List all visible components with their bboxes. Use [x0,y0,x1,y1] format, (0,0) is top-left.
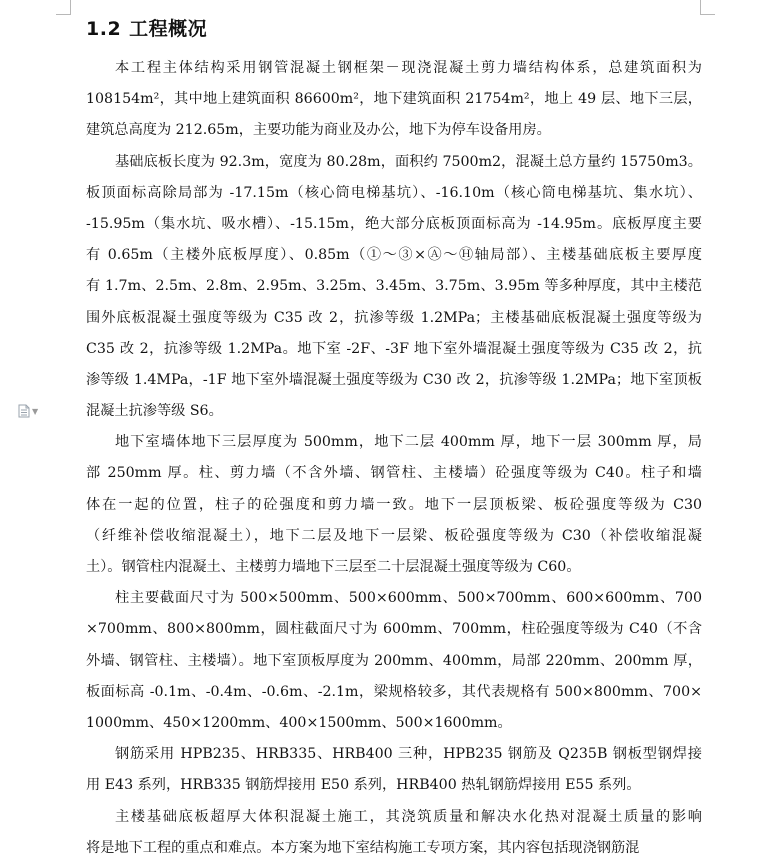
text-line: 108154m²，其中地上建筑面积 86600m²，地下建筑面积 21754m²，地上 49 层、地下三层， [86,91,702,108]
text-line: 用 E43 系列，HRB335 钢筋焊接用 E50 系列，HRB400 热轧钢筋焊接用 E55 系列。 [86,777,641,794]
paragraph [86,802,702,864]
text-line: 主楼基础底板超厚大体积混凝土施工，其浇筑质量和解决水化热对混凝土质量的影响 [115,808,702,825]
text-line: -15.95m（集水坑、吸水槽）、-15.15m，绝大部分底板顶面标高为 -14.95m。底板厚度主要 [86,215,702,232]
text-line: 板面标高 -0.1m、-0.4m、-0.6m、-2.1m，梁规格较多，其代表规格有 500×800mm、700× [86,683,702,700]
section-number: 1.2 [86,18,122,40]
text-line: 外墙、钢管柱、主楼墙）。地下室顶板厚度为 200mm、400mm，局部 220mm、200mm 厚， [86,652,702,669]
text-line: 渗等级 1.4MPa，-1F 地下室外墙混凝土强度等级为 C30 改 2，抗渗等级 1.2MPa；地下室顶板 [86,371,702,388]
text-line: C35 改 2，抗渗等级 1.2MPa。地下室 -2F、-3F 地下室外墙混凝土强度等级为 C35 改 2，抗 [86,340,702,357]
text-line: 建筑总高度为 212.65m，主要功能为商业及办公，地下为停车设备用房。 [86,122,551,139]
paragraph [86,583,702,739]
document-options-icon[interactable] [18,404,38,418]
text-line: ×700mm、800×800mm，圆柱截面尺寸为 600mm、700mm，柱砼强度等级为 C40（不含 [86,621,702,638]
text-line: 土）。钢管柱内混凝土、主楼剪力墙地下三层至二十层混凝土强度等级为 C60。 [86,559,581,575]
page-icon [18,404,30,418]
text-line: 有 1.7m、2.5m、2.8m、2.95m、3.25m、3.45m、3.75m、3.95m 等多种厚度，其中主楼范 [86,278,702,295]
section-title: 工程概况 [129,18,208,40]
crop-mark-top-left [56,0,71,15]
text-line: 1000mm、450×1200mm、400×1500mm、500×1600mm。 [86,714,512,731]
text-line: 将是地下工程的重点和难点。本方案为地下室结构施工专项方案，其内容包括现浇钢筋混 [86,839,640,856]
section-heading [86,14,207,41]
text-line: 板顶面标高除局部为 -17.15m（核心筒电梯基坑）、-16.10m（核心筒电梯基坑、集水坑）、 [86,184,702,201]
paragraph [86,739,702,801]
text-line: 围外底板混凝土强度等级为 C35 改 2，抗渗等级 1.2MPa；主楼基础底板混凝土强度等级为 [86,309,702,326]
text-line: 部 250mm 厚。柱、剪力墙（不含外墙、钢管柱、主楼墙）砼强度等级为 C40。柱子和墙 [86,465,702,482]
paragraph [86,147,702,428]
text-line: 有 0.65m（主楼外底板厚度）、0.85m（①～③×Ⓐ～Ⓗ轴局部）、主楼基础底板主要厚度 [86,247,702,264]
text-line: 钢筋采用 HPB235、HRB335、HRB400 三种，HPB235 钢筋及 Q235B 钢板型钢焊接 [115,746,702,763]
chevron-down-icon: ▼ [32,406,39,416]
text-line: 体在一起的位置，柱子的砼强度和剪力墙一致。地下一层顶板梁、板砼强度等级为 C30 [86,496,702,513]
paragraph [86,53,702,147]
text-line: 混凝土抗渗等级 S6。 [86,403,223,420]
text-line: 基础底板长度为 92.3m，宽度为 80.28m，面积约 7500m2，混凝土总方量约 15750m3。 [115,153,702,170]
body-text [86,53,702,864]
text-line: 本工程主体结构采用钢管混凝土钢框架－现浇混凝土剪力墙结构体系，总建筑面积为 [115,60,702,76]
crop-mark-top-right [700,0,715,15]
text-line: 地下室墙体地下三层厚度为 500mm，地下二层 400mm 厚，地下一层 300mm 厚，局 [115,434,702,451]
text-line: （纤维补偿收缩混凝土），地下二层及地下一层梁、板砼强度等级为 C30（补偿收缩混凝 [86,527,702,544]
text-line: 柱主要截面尺寸为 500×500mm、500×600mm、500×700mm、600×600mm、700 [115,590,702,607]
paragraph [86,427,702,583]
